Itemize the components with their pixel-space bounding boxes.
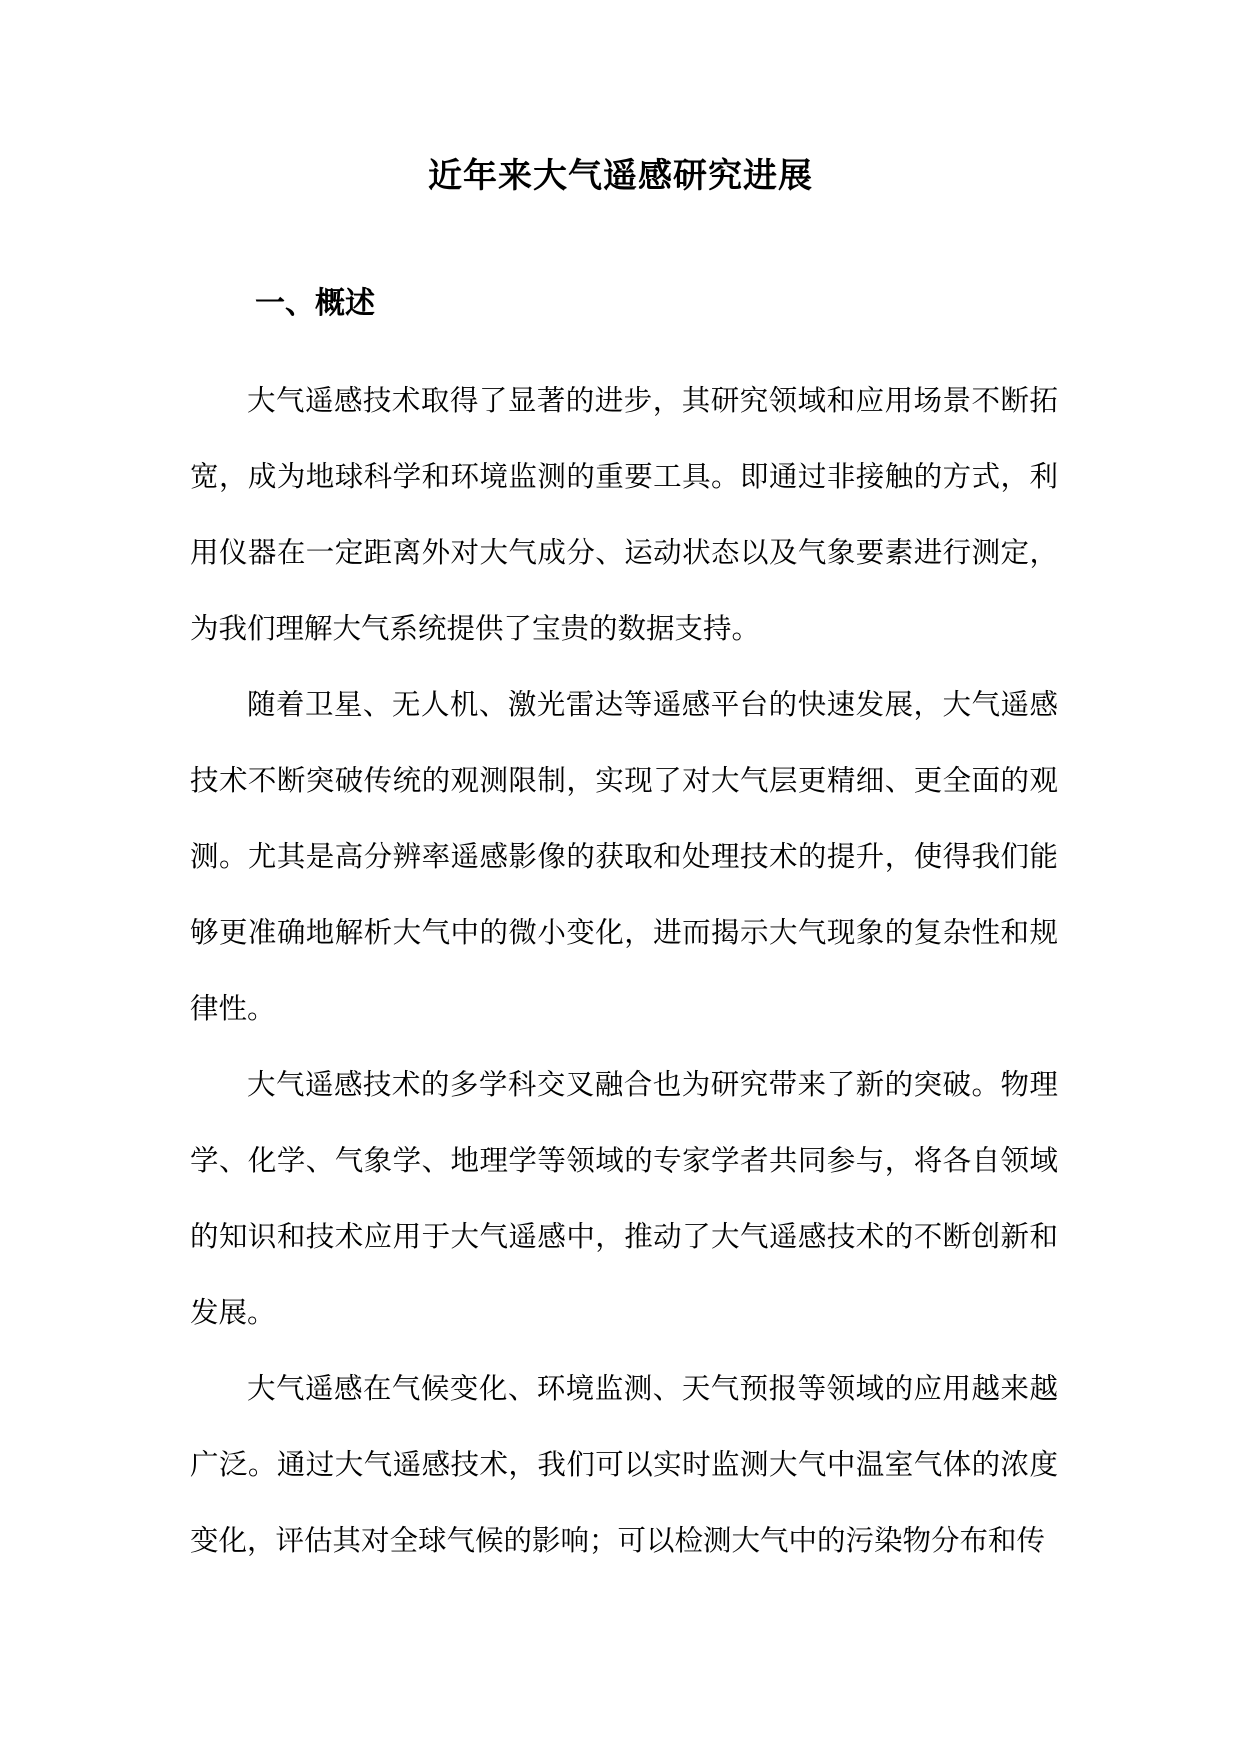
paragraph-2: 随着卫星、无人机、激光雷达等遥感平台的快速发展，大气遥感技术不断突破传统的观测限制，实现了对大气层更精细、更全面的观测。尤其是高分辨率遥感影像的获取和处理技术的提升，使得我们能够更准确地解析大气中的微小变化，进而揭示大气现象的复杂性和规律性。 bbox=[190, 688, 1058, 1025]
paragraph-1: 大气遥感技术取得了显著的进步，其研究领域和应用场景不断拓宽，成为地球科学和环境监测的重要工具。即通过非接触的方式，利用仪器在一定距离外对大气成分、运动状态以及气象要素进行测定，为我们理解大气系统提供了宝贵的数据支持。 bbox=[190, 384, 1058, 645]
paragraph-4: 大气遥感在气候变化、环境监测、天气预报等领域的应用越来越广泛。通过大气遥感技术，我们可以实时监测大气中温室气体的浓度变化，评估其对全球气候的影响；可以检测大气中的污染物分布和传 bbox=[190, 1372, 1058, 1557]
section-heading: 一、概述 bbox=[255, 286, 375, 321]
paragraph-3: 大气遥感技术的多学科交叉融合也为研究带来了新的突破。物理学、化学、气象学、地理学等领域的专家学者共同参与，将各自领域的知识和技术应用于大气遥感中，推动了大气遥感技术的不断创新和发展。 bbox=[190, 1068, 1058, 1329]
body-text bbox=[190, 363, 1058, 1579]
document-title: 近年来大气遥感研究进展 bbox=[428, 156, 813, 196]
